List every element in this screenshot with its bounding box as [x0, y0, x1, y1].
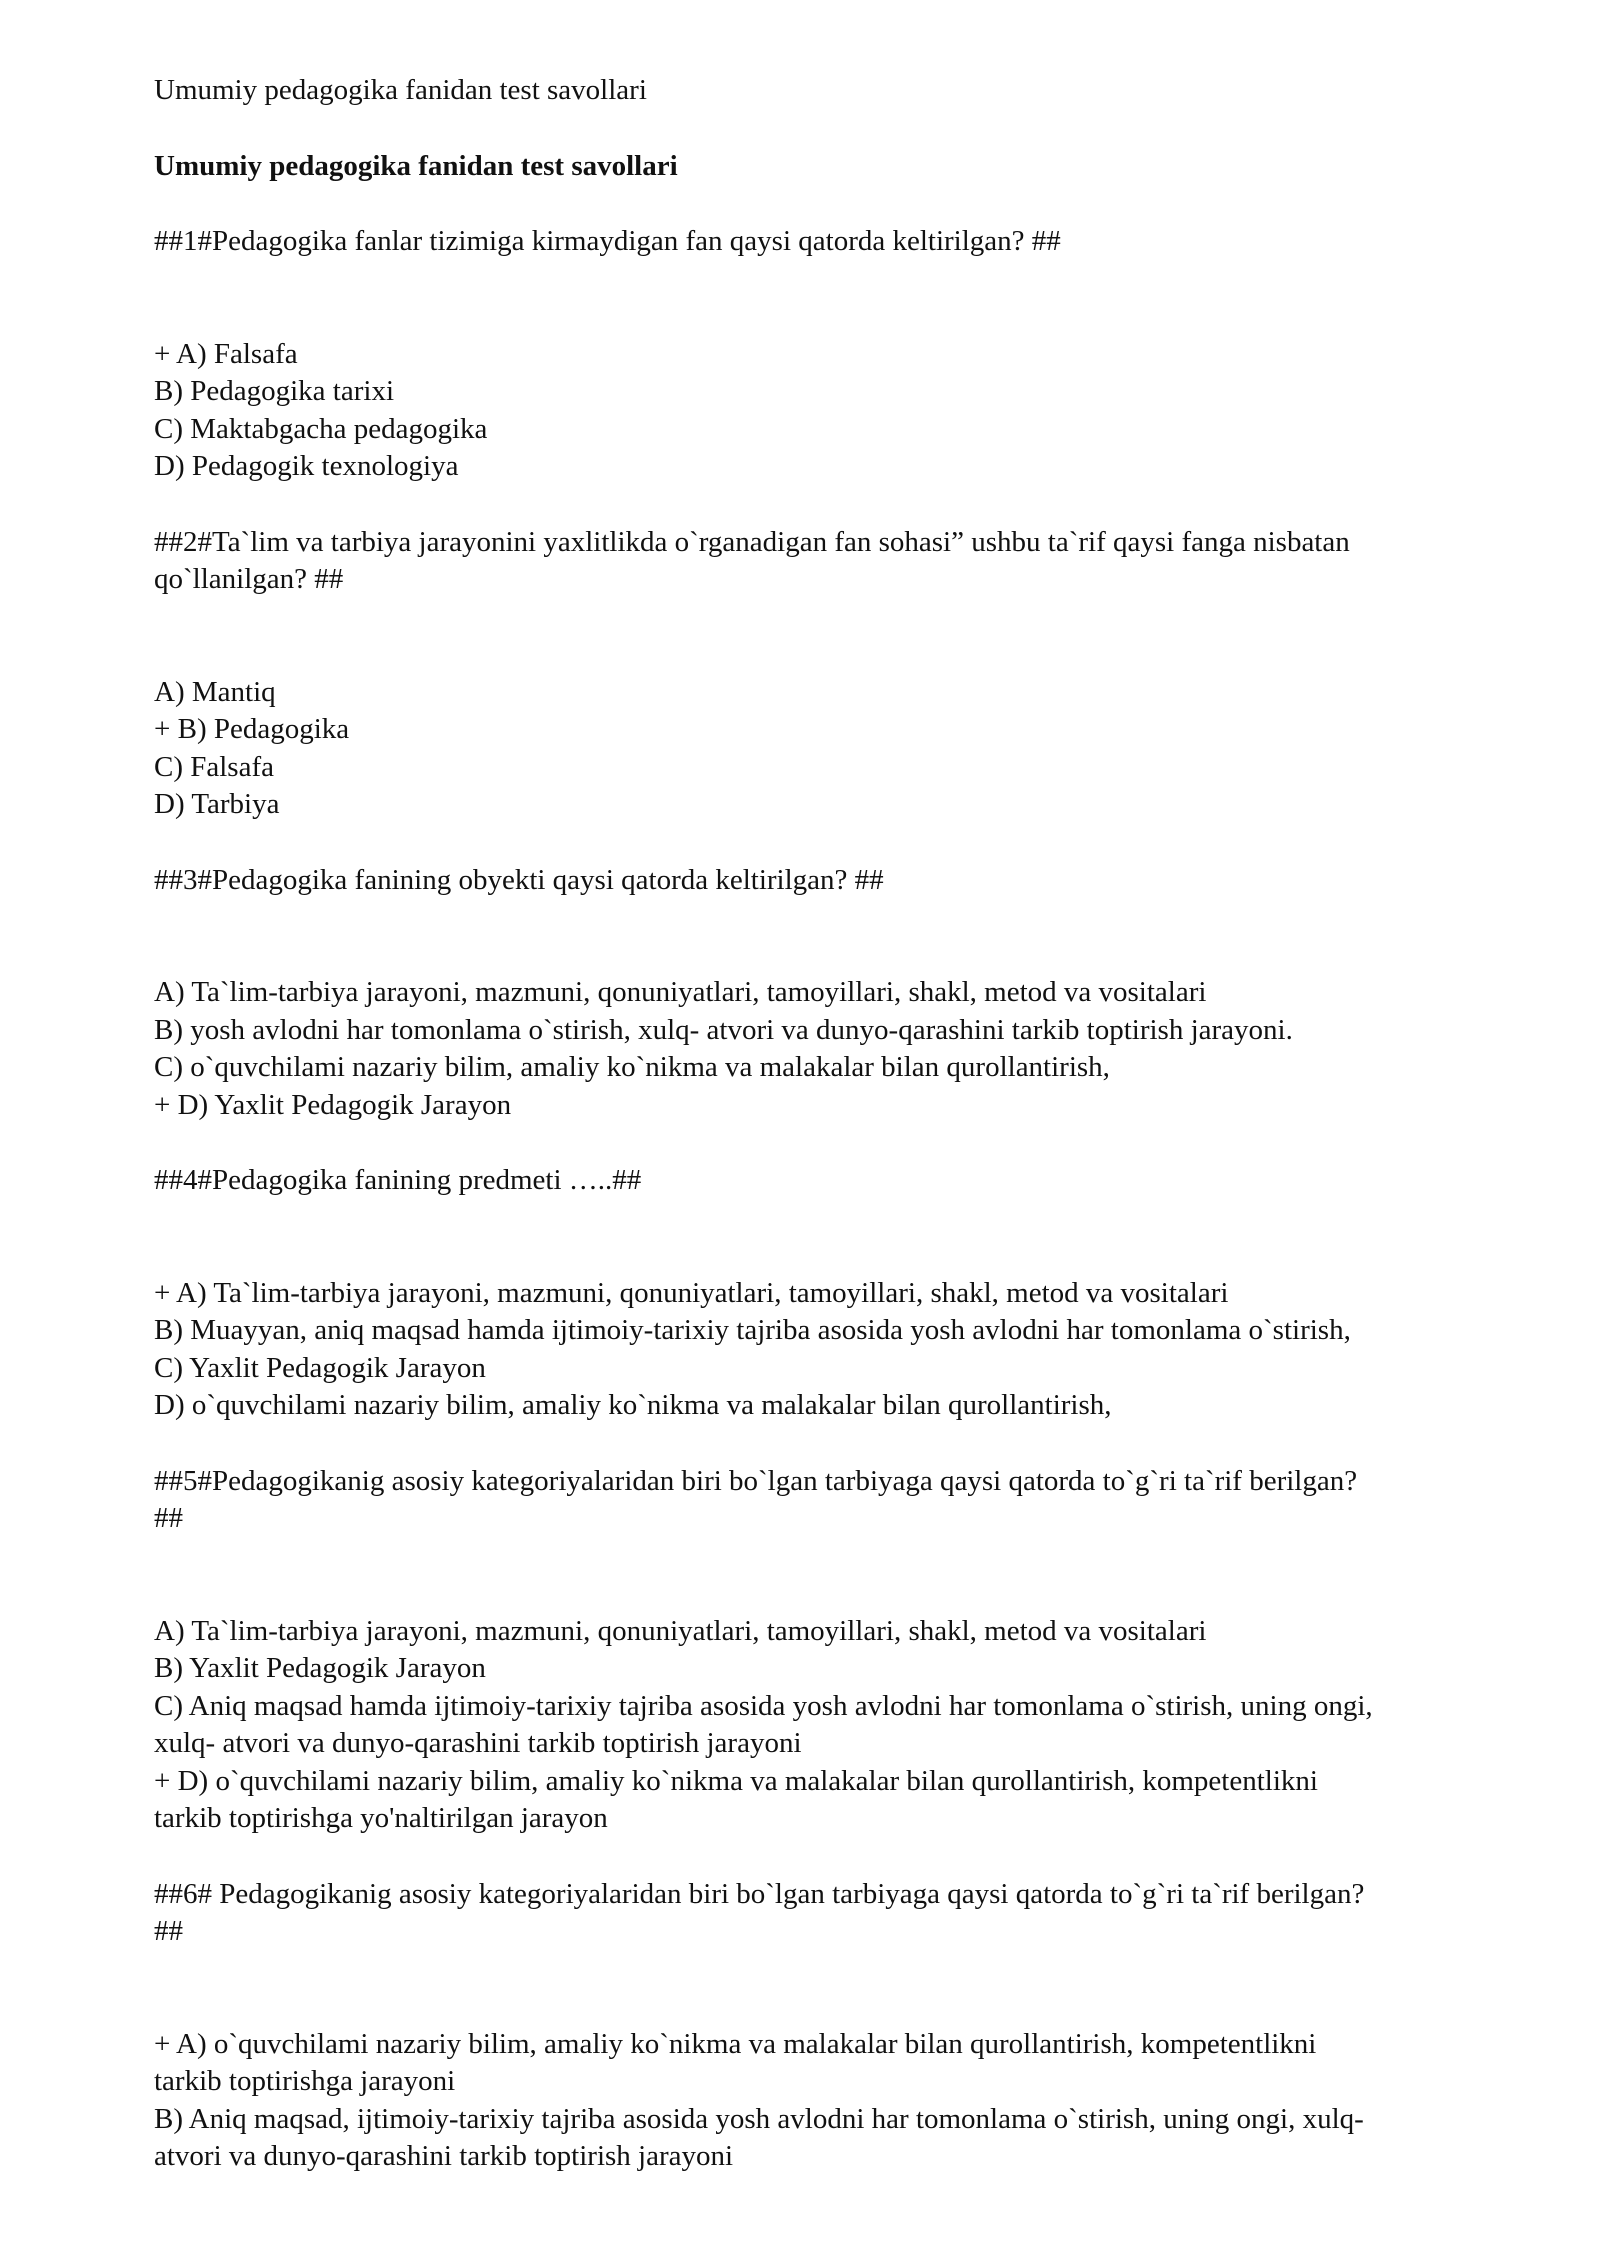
answer-option: D) Tarbiya: [154, 788, 280, 820]
answer-option: atvori va dunyo-qarashini tarkib toptirish jarayoni: [154, 2140, 734, 2172]
question-2: [154, 524, 1534, 599]
answer-option: B) Pedagogika tarixi: [154, 375, 395, 407]
document-page: [154, 72, 1534, 2214]
question-text: ##: [154, 1502, 183, 1534]
answer-option: B) yosh avlodni har tomonlama o`stirish, xulq- atvori va dunyo-qarashini tarkib toptirish jarayoni.: [154, 1013, 1293, 1046]
answer-list-6: [154, 2026, 1534, 2176]
question-text: ##6# Pedagogikanig asosiy kategoriyalaridan biri bo`lgan tarbiyaga qaysi qatorda to`g`ri ta`rif berilgan?: [154, 1877, 1365, 1910]
question-text: ##5#Pedagogikanig asosiy kategoriyalaridan biri bo`lgan tarbiyaga qaysi qatorda to`g`ri ta`rif berilgan?: [154, 1464, 1358, 1497]
question-text: ##4#Pedagogika fanining predmeti …..##: [154, 1164, 642, 1196]
answer-option: D) o`quvchilami nazariy bilim, amaliy ko`nikma va malakalar bilan qurollantirish,: [154, 1389, 1112, 1421]
answer-option: C) Maktabgacha pedagogika: [154, 412, 488, 445]
answer-option: A) Ta`lim-tarbiya jarayoni, mazmuni, qonuniyatlari, tamoyillari, shakl, metod va vositalari: [154, 1614, 1207, 1647]
answer-option: B) Muayyan, aniq maqsad hamda ijtimoiy-tarixiy tajriba asosida yosh avlodni har tomonlama o`stirish,: [154, 1314, 1351, 1346]
answer-list-5: [154, 1613, 1534, 1838]
answer-option: + D) Yaxlit Pedagogik Jarayon: [154, 1088, 512, 1121]
question-6: [154, 1876, 1534, 1951]
question-5: [154, 1463, 1534, 1538]
question-text: ##3#Pedagogika fanining obyekti qaysi qatorda keltirilgan? ##: [154, 863, 884, 896]
answer-option: + A) Falsafa: [154, 337, 298, 370]
answer-option: C) Aniq maqsad hamda ijtimoiy-tarixiy tajriba asosida yosh avlodni har tomonlama o`stirish, uning ongi,: [154, 1689, 1373, 1722]
answer-option: + B) Pedagogika: [154, 713, 350, 745]
document-heading: Umumiy pedagogika fanidan test savollari: [154, 149, 678, 182]
answer-option: B) Aniq maqsad, ijtimoiy-tarixiy tajriba asosida yosh avlodni har tomonlama o`stirish, uning ongi, xulq-: [154, 2102, 1364, 2135]
question-3: [154, 862, 1534, 900]
answer-option: + A) Ta`lim-tarbiya jarayoni, mazmuni, qonuniyatlari, tamoyillari, shakl, metod va vositalari: [154, 1276, 1229, 1309]
question-text: ##2#Ta`lim va tarbiya jarayonini yaxlitlikda o`rganadigan fan sohasi” ushbu ta`rif qaysi fanga nisbatan: [154, 525, 1350, 558]
question-4: [154, 1162, 1534, 1200]
question-1: [154, 223, 1534, 261]
answer-option: + D) o`quvchilami nazariy bilim, amaliy ko`nikma va malakalar bilan qurollantirish, kompetentlikni: [154, 1764, 1318, 1797]
question-text: ##: [154, 1915, 183, 1947]
answer-option: tarkib toptirishga yo'naltirilgan jarayon: [154, 1802, 608, 1834]
answer-list-3: [154, 974, 1534, 1124]
answer-option: C) Yaxlit Pedagogik Jarayon: [154, 1351, 486, 1384]
answer-option: B) Yaxlit Pedagogik Jarayon: [154, 1652, 486, 1684]
answer-option: tarkib toptirishga jarayoni: [154, 2065, 456, 2097]
answer-option: + A) o`quvchilami nazariy bilim, amaliy ko`nikma va malakalar bilan qurollantirish, kompetentlikni: [154, 2027, 1317, 2060]
answer-list-4: [154, 1275, 1534, 1425]
answer-option: xulq- atvori va dunyo-qarashini tarkib toptirish jarayoni: [154, 1727, 802, 1759]
answer-list-2: [154, 674, 1534, 824]
question-text: qo`llanilgan? ##: [154, 563, 344, 595]
answer-option: D) Pedagogik texnologiya: [154, 450, 459, 482]
document-title: Umumiy pedagogika fanidan test savollari: [154, 74, 647, 106]
answer-option: A) Ta`lim-tarbiya jarayoni, mazmuni, qonuniyatlari, tamoyillari, shakl, metod va vositalari: [154, 976, 1207, 1008]
answer-option: A) Mantiq: [154, 675, 276, 708]
answer-list-1: [154, 336, 1534, 486]
question-text: ##1#Pedagogika fanlar tizimiga kirmaydigan fan qaysi qatorda keltirilgan? ##: [154, 225, 1061, 257]
answer-option: C) o`quvchilami nazariy bilim, amaliy ko`nikma va malakalar bilan qurollantirish,: [154, 1051, 1110, 1083]
answer-option: C) Falsafa: [154, 750, 274, 783]
